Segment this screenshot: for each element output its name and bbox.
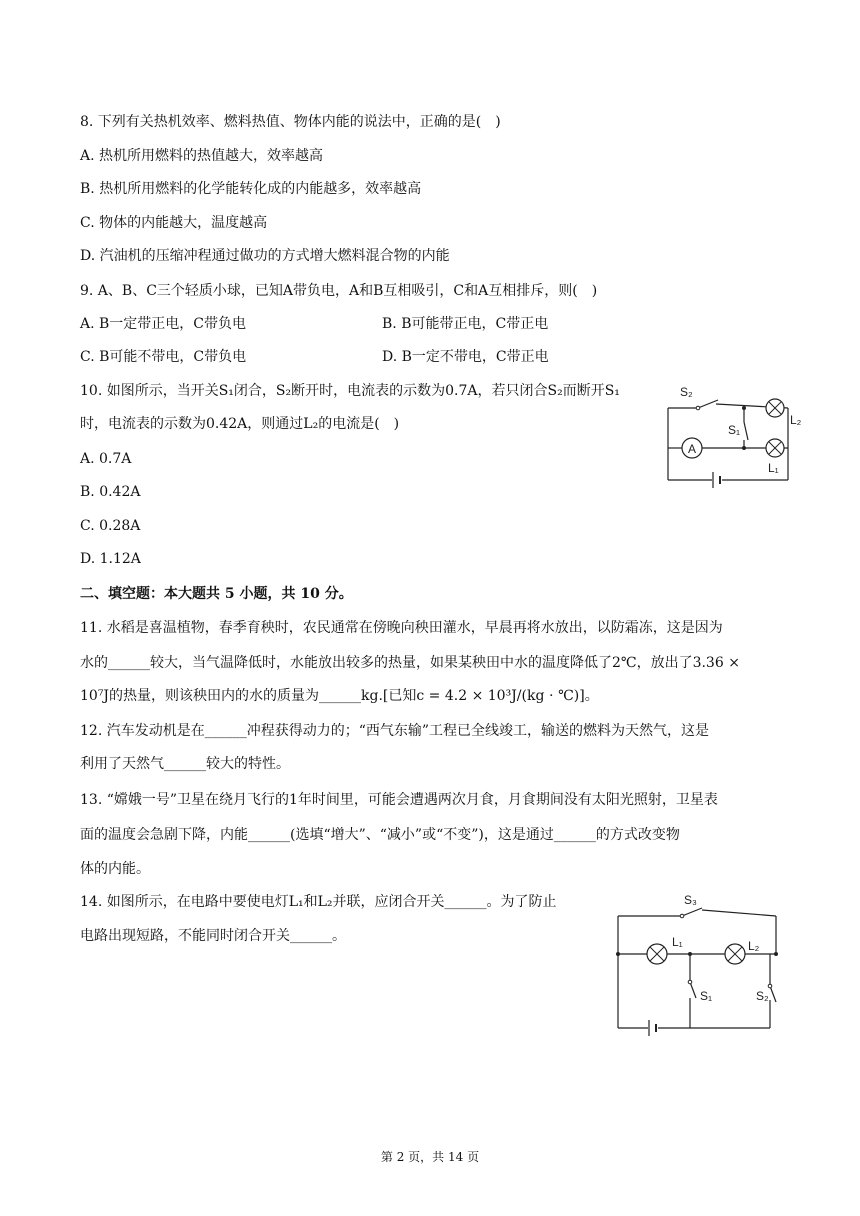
q9-option-a: A. B一定带正电，C带负电: [80, 316, 247, 332]
label-s2: S₂: [680, 385, 693, 399]
label-s3: S₃: [684, 893, 697, 907]
battery-icon: [649, 1020, 656, 1036]
q11-line2: 水的______较大，当气温降低时，水能放出较多的热量，如果某秧田中水的温度降低了2℃，放出了3.36 ×: [80, 655, 740, 671]
label-l2: L₂: [790, 413, 802, 427]
q10-option-c: C. 0.28A: [80, 518, 141, 534]
label-s1: S₁: [728, 423, 741, 437]
q13-line2: 面的温度会急剧下降，内能______(选填“增大”、“减小”或“不变”)，这是通过______的方式改变物: [80, 827, 680, 843]
q10-circuit-diagram: [660, 382, 810, 502]
label-s2: S₂: [756, 989, 769, 1003]
q8-option-a: A. 热机所用燃料的热值越大，效率越高: [80, 148, 324, 164]
label-l1: L₁: [768, 461, 779, 475]
q8-option-b: B. 热机所用燃料的化学能转化成的内能越多，效率越高: [80, 181, 422, 197]
label-l1: L₁: [672, 935, 683, 949]
q11-line3: 10⁷J的热量，则该秧田内的水的质量为______kg.[已知c = 4.2 × 10³J/(kg ⋅ ℃)]。: [80, 688, 599, 704]
q12-line1: 12. 汽车发动机是在______冲程获得动力的；“西气东输”工程已全线竣工，输送的燃料为天然气，这是: [80, 723, 710, 739]
switch-s3-icon: [682, 908, 702, 916]
lamp-l1-icon: [647, 944, 667, 964]
lamp-l2-icon: [725, 944, 745, 964]
label-l2: L₂: [748, 939, 760, 953]
svg-text:A: A: [687, 442, 697, 456]
section-2-heading: 二、填空题：本大题共 5 小题，共 10 分。: [80, 586, 353, 602]
q10-option-a: A. 0.7A: [80, 451, 132, 467]
q10-stem-line2: 时，电流表的示数为0.42A，则通过L₂的电流是( ): [80, 416, 400, 432]
ammeter-icon: [682, 438, 702, 458]
q14-circuit-diagram: [610, 888, 790, 1038]
lamp-l1-icon: [766, 439, 784, 457]
q10-option-b: B. 0.42A: [80, 484, 141, 500]
q9-option-d: D. B一定不带电，C带正电: [382, 349, 549, 365]
switch-s2-icon: [698, 400, 718, 408]
q12-line2: 利用了天然气______较大的特性。: [80, 756, 290, 772]
q10-option-d: D. 1.12A: [80, 551, 141, 567]
switch-s2-icon: [770, 986, 776, 1002]
q8-option-c: C. 物体的内能越大，温度越高: [80, 215, 268, 231]
q10-stem-line1: 10. 如图所示，当开关S₁闭合，S₂断开时，电流表的示数为0.7A，若只闭合S₂而断开S₁: [80, 383, 620, 399]
q9-stem: 9. A、B、C三个轻质小球，已知A带负电，A和B互相吸引，C和A互相排斥，则( ): [80, 283, 598, 299]
q8-option-d: D. 汽油机的压缩冲程通过做功的方式增大燃料混合物的内能: [80, 248, 450, 264]
q13-line1: 13. “嫦娥一号”卫星在绕月飞行的1年时间里，可能会遭遇两次月食，月食期间没有太阳光照射，卫星表: [80, 792, 718, 808]
q14-line2: 电路出现短路，不能同时闭合开关______。: [80, 928, 346, 944]
switch-s1-icon: [690, 982, 696, 998]
label-s1: S₁: [700, 989, 713, 1003]
q9-option-c: C. B可能不带电，C带负电: [80, 349, 247, 365]
battery-icon: [713, 472, 720, 488]
q13-line3: 体的内能。: [80, 861, 150, 877]
q8-stem: 8. 下列有关热机效率、燃料热值、物体内能的说法中，正确的是( ): [80, 114, 501, 130]
lamp-l2-icon: [766, 399, 784, 417]
page-footer: 第 2 页，共 14 页: [380, 1150, 480, 1164]
q9-option-b: B. B可能带正电，C带正电: [382, 316, 549, 332]
q14-line1: 14. 如图所示，在电路中要使电灯L₁和L₂并联，应闭合开关______。为了防止: [80, 894, 557, 910]
q11-line1: 11. 水稻是喜温植物，春季育秧时，农民通常在傍晚向秧田灌水，早晨再将水放出，以防霜冻，这是因为: [80, 620, 723, 636]
